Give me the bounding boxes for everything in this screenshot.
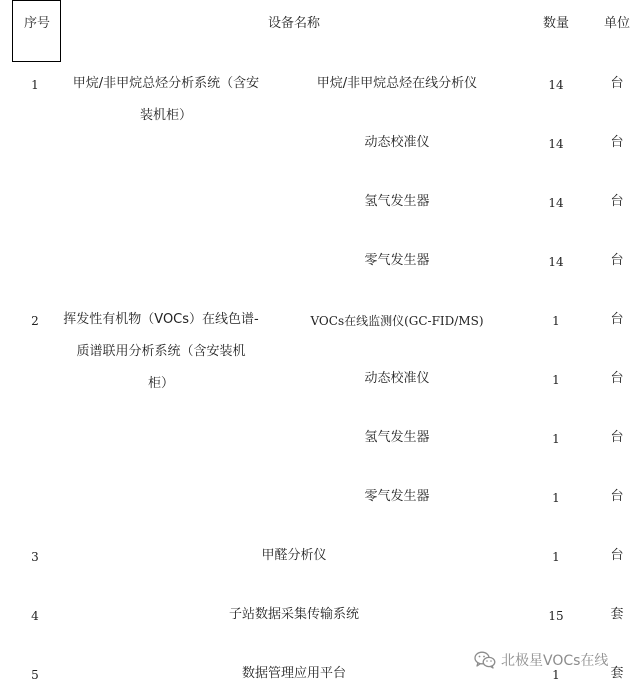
device-unit: 套 (610, 607, 624, 622)
row-seq: 3 (31, 550, 39, 564)
row-seq: 1 (31, 78, 39, 92)
wechat-icon (474, 651, 496, 669)
device-unit: 台 (610, 135, 624, 150)
device-qty: 1 (552, 432, 560, 446)
device-qty: 1 (552, 314, 560, 328)
device-qty: 1 (552, 373, 560, 387)
device-name: 甲烷/非甲烷总烃在线分析仪 (316, 76, 478, 91)
device-qty: 1 (552, 668, 560, 682)
device-qty: 15 (548, 609, 564, 623)
row-seq: 4 (31, 609, 39, 623)
device-unit: 台 (610, 489, 624, 504)
device-qty: 14 (548, 137, 564, 151)
system-name-line: 质谱联用分析系统（含安装机 (76, 344, 246, 359)
device-qty: 14 (548, 78, 564, 92)
device-unit: 台 (610, 194, 624, 209)
device-unit: 台 (610, 253, 624, 268)
system-name-line: 装机柜） (139, 108, 193, 123)
system-name-line: 柜） (147, 376, 175, 391)
header-name: 设备名称 (267, 16, 321, 31)
system-name-line: 挥发性有机物（VOCs）在线色谱- (63, 312, 259, 327)
device-unit: 台 (610, 312, 624, 327)
device-name: 动态校准仪 (364, 371, 430, 386)
device-name: 零气发生器 (364, 489, 430, 504)
device-name: 数据管理应用平台 (241, 666, 347, 681)
device-qty: 1 (552, 550, 560, 564)
watermark-text: 北极星VOCs在线 (501, 653, 609, 669)
device-unit: 台 (610, 430, 624, 445)
device-name: 氢气发生器 (364, 430, 430, 445)
header-qty: 数量 (542, 16, 570, 31)
header-unit: 单位 (603, 16, 631, 31)
device-qty: 14 (548, 196, 564, 210)
device-name: 氢气发生器 (364, 194, 430, 209)
device-name: VOCs在线监测仪(GC-FID/MS) (310, 314, 484, 328)
device-unit: 套 (610, 666, 624, 681)
device-name: 子站数据采集传输系统 (228, 607, 360, 622)
device-unit: 台 (610, 548, 624, 563)
device-qty: 14 (548, 255, 564, 269)
row-seq: 5 (31, 668, 39, 682)
device-name: 甲醛分析仪 (261, 548, 327, 563)
header-seq: 序号 (23, 16, 51, 31)
watermark (474, 650, 608, 670)
device-name: 动态校准仪 (364, 135, 430, 150)
device-unit: 台 (610, 371, 624, 386)
system-name-line: 甲烷/非甲烷总烃分析系统（含安 (72, 76, 260, 91)
device-unit: 台 (610, 76, 624, 91)
device-qty: 1 (552, 491, 560, 505)
row-seq: 2 (31, 314, 39, 328)
device-name: 零气发生器 (364, 253, 430, 268)
